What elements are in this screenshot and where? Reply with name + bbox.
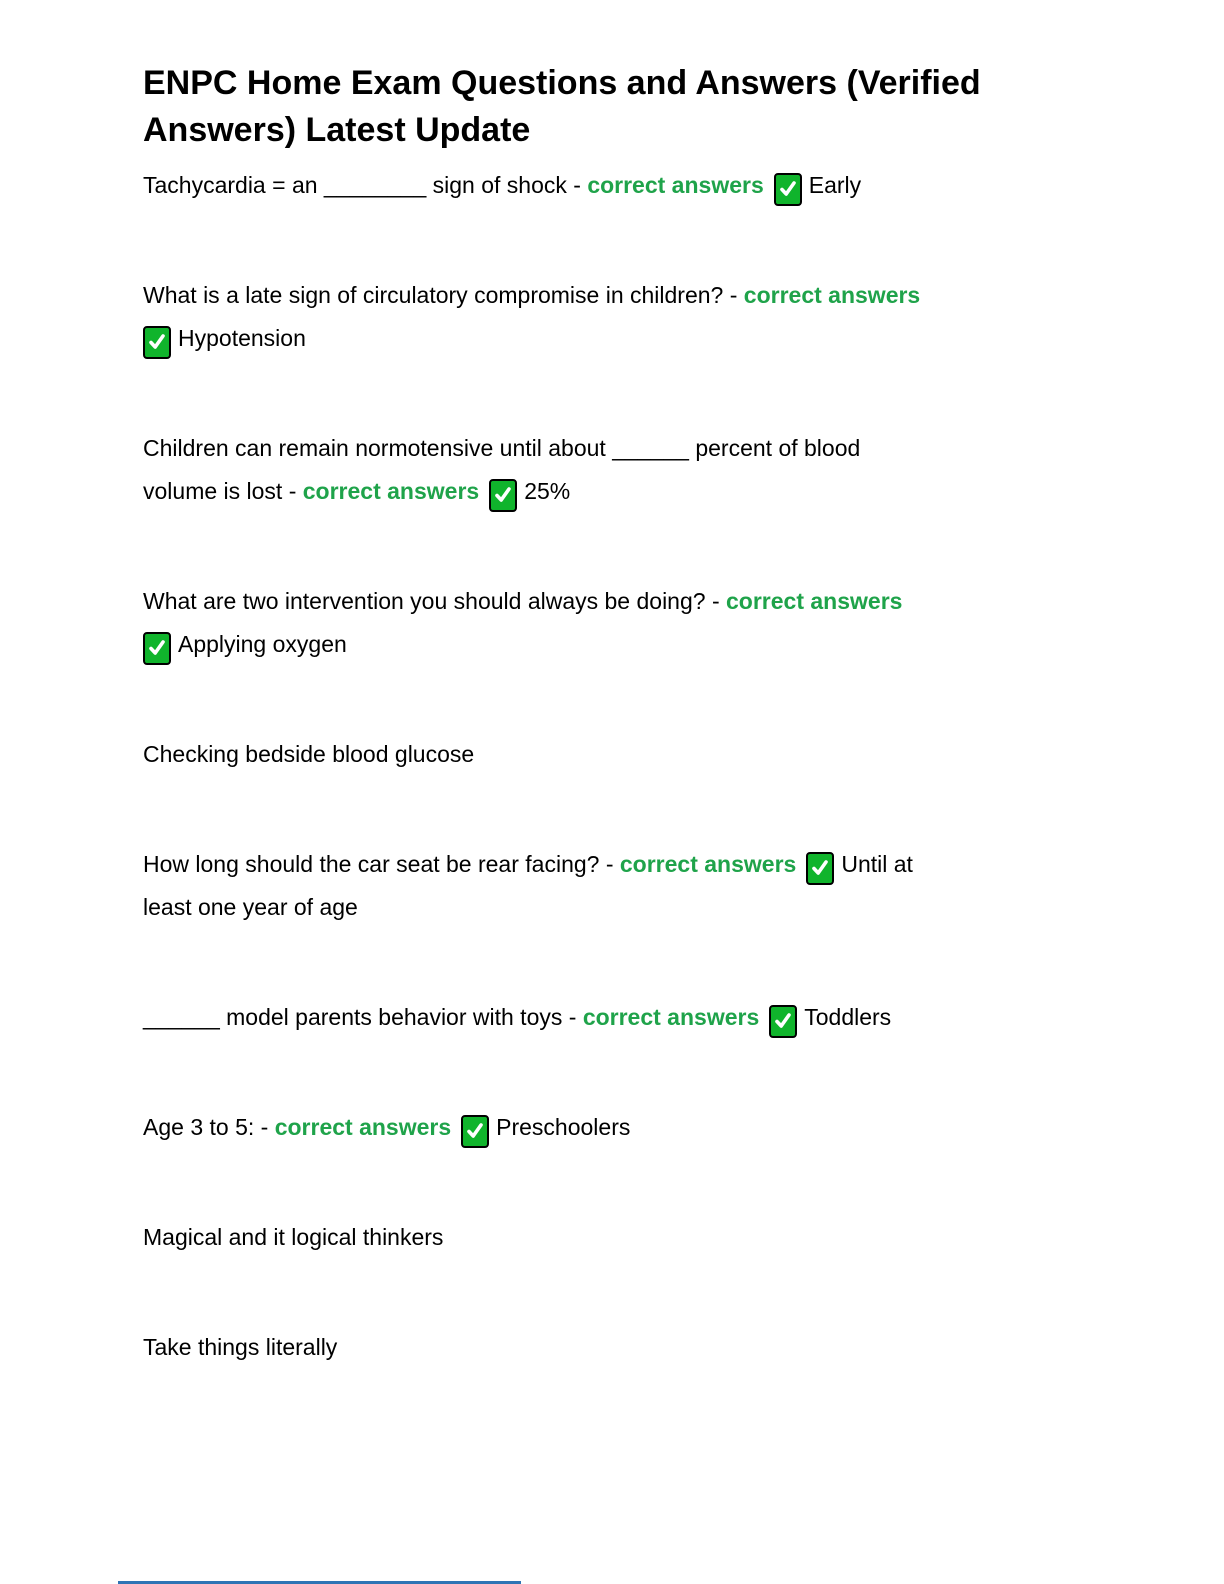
check-icon — [489, 479, 517, 512]
answer-text: Toddlers — [804, 1004, 892, 1030]
question-text: What are two intervention you should always be doing? - — [143, 588, 726, 614]
correct-answers-label: correct answers — [726, 588, 903, 614]
qa-line — [143, 733, 1103, 776]
document-content — [143, 60, 1103, 1369]
qa-line — [143, 427, 1103, 470]
qa-item — [143, 843, 1103, 929]
check-icon — [774, 173, 802, 206]
qa-line — [143, 470, 1103, 513]
question-text: What is a late sign of circulatory compromise in children? - — [143, 282, 744, 308]
qa-line — [143, 623, 1103, 666]
check-icon — [769, 1005, 797, 1038]
question-text: Children can remain normotensive until about ______ percent of blood — [143, 435, 861, 461]
question-text: ______ model parents behavior with toys - — [143, 1004, 583, 1030]
answer-text: least one year of age — [143, 894, 358, 920]
qa-item — [143, 164, 1103, 207]
qa-item — [143, 580, 1103, 666]
qa-item — [143, 1216, 1103, 1259]
question-text: How long should the car seat be rear facing? - — [143, 851, 620, 877]
question-text: Checking bedside blood glucose — [143, 741, 475, 767]
answer-text: Hypotension — [178, 325, 306, 351]
qa-line — [143, 996, 1103, 1039]
correct-answers-label: correct answers — [587, 172, 764, 198]
qa-list — [143, 164, 1103, 1369]
answer-text: Early — [808, 172, 862, 198]
qa-item — [143, 733, 1103, 776]
qa-item — [143, 274, 1103, 360]
question-text: Magical and it logical thinkers — [143, 1224, 444, 1250]
correct-answers-label: correct answers — [619, 851, 797, 877]
qa-item — [143, 427, 1103, 513]
qa-line — [143, 164, 1103, 207]
answer-text: 25% — [524, 478, 571, 504]
question-text: volume is lost - — [143, 478, 303, 504]
qa-item — [143, 996, 1103, 1039]
qa-item — [143, 1106, 1103, 1149]
qa-line — [143, 317, 1103, 360]
qa-line — [143, 274, 1103, 317]
qa-line — [143, 580, 1103, 623]
answer-text: Applying oxygen — [178, 631, 347, 657]
question-text: Tachycardia = an ________ sign of shock - — [143, 172, 588, 198]
question-text: Take things literally — [143, 1334, 338, 1360]
qa-line — [143, 1106, 1103, 1149]
qa-item — [143, 1326, 1103, 1369]
correct-answers-label: correct answers — [582, 1004, 760, 1030]
check-icon — [461, 1115, 489, 1148]
correct-answers-label: correct answers — [302, 478, 480, 504]
correct-answers-label: correct answers — [274, 1114, 452, 1140]
answer-text: Preschoolers — [496, 1114, 631, 1140]
correct-answers-label: correct answers — [743, 282, 921, 308]
qa-line — [143, 886, 1103, 929]
check-icon — [143, 326, 171, 359]
page-title: ENPC Home Exam Questions and Answers (Verified Answers) Latest Update — [143, 64, 981, 149]
qa-line — [143, 843, 1103, 886]
check-icon — [806, 852, 834, 885]
qa-line — [143, 1216, 1103, 1259]
check-icon — [143, 632, 171, 665]
qa-line — [143, 1326, 1103, 1369]
answer-text: Until at — [841, 851, 913, 877]
question-text: Age 3 to 5: - — [143, 1114, 275, 1140]
